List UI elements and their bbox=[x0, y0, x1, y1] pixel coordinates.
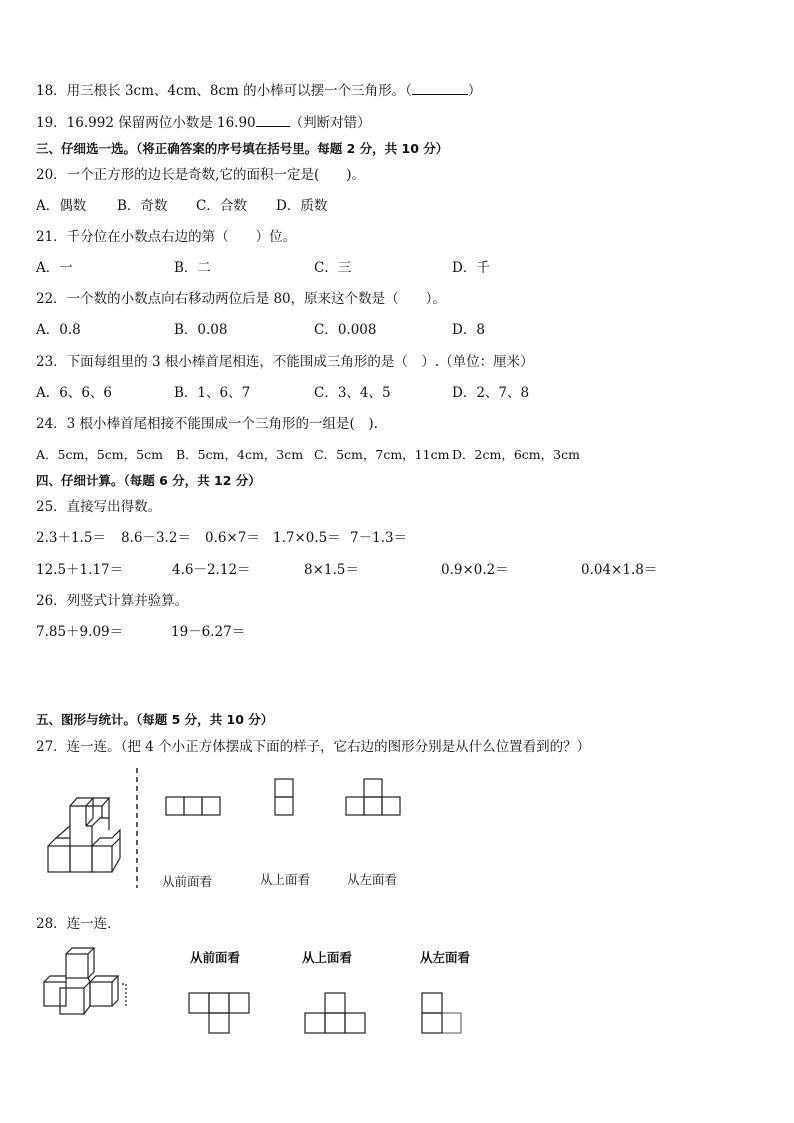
question-25-text: 25．直接写出得数。 bbox=[36, 499, 162, 515]
question-19: 19．16.992 保留两位小数是 16.90 （判断对错） bbox=[36, 115, 371, 131]
option-c[interactable]: C．5cm，7cm，11cm bbox=[314, 447, 450, 462]
option-b[interactable]: B．5cm，4cm，3cm bbox=[176, 447, 304, 462]
option-c[interactable]: C．0.008 bbox=[314, 322, 377, 338]
q28-cube-figure bbox=[40, 944, 132, 1018]
option-c[interactable]: C．三 bbox=[314, 260, 352, 276]
answer-blank[interactable] bbox=[256, 114, 290, 127]
q27-label-top: 从上面看 bbox=[260, 872, 311, 887]
question-27-text: 27．连一连。（把 4 个小正方体摆成下面的样子，它右边的图形分别是从什么位置看到的？） bbox=[36, 739, 591, 755]
calc-item: 1.7×0.5＝ bbox=[273, 530, 341, 546]
q27-label-front: 从前面看 bbox=[162, 874, 213, 889]
option-a[interactable]: A．偶数 bbox=[36, 198, 87, 214]
q28-view-2 bbox=[304, 992, 370, 1036]
question-24-text: 24．3 根小棒首尾相接不能围成一个三角形的一组是( ). bbox=[36, 416, 378, 432]
option-d[interactable]: D．8 bbox=[452, 322, 485, 338]
option-b[interactable]: B．1、6、7 bbox=[174, 385, 251, 401]
option-d[interactable]: D．2、7、8 bbox=[452, 385, 530, 401]
question-18-text: 18．用三根长 3cm、4cm、8cm 的小棒可以摆一个三角形。（ bbox=[36, 83, 412, 99]
question-26-text: 26．列竖式计算并验算。 bbox=[36, 593, 189, 609]
vertical-calc-item: 19－6.27＝ bbox=[171, 624, 246, 640]
section-4-heading: 四、仔细计算。（每题 6 分，共 12 分） bbox=[36, 473, 261, 488]
q27-label-left: 从左面看 bbox=[347, 872, 398, 887]
section-5-heading: 五、图形与统计。（每题 5 分，共 10 分） bbox=[36, 712, 274, 727]
option-a[interactable]: A．6、6、6 bbox=[36, 385, 113, 401]
question-18: 18．用三根长 3cm、4cm、8cm 的小棒可以摆一个三角形。（ ） bbox=[36, 83, 482, 99]
option-a[interactable]: A．0.8 bbox=[36, 322, 81, 338]
option-c[interactable]: C．3、4、5 bbox=[314, 385, 391, 401]
q27-view-2 bbox=[274, 778, 296, 818]
section-3-heading: 三、仔细选一选。（将正确答案的序号填在括号里。每题 2 分，共 10 分） bbox=[36, 141, 449, 156]
q28-view-3 bbox=[421, 992, 467, 1036]
option-b[interactable]: B．奇数 bbox=[117, 198, 168, 214]
q28-view-1 bbox=[188, 992, 254, 1036]
calc-item: 2.3＋1.5＝ bbox=[36, 530, 106, 546]
question-19-text: 19．16.992 保留两位小数是 16.90 bbox=[36, 115, 256, 131]
q27-view-1 bbox=[165, 796, 223, 818]
question-20-text: 20．一个正方形的边长是奇数,它的面积一定是( )。 bbox=[36, 167, 366, 183]
option-b[interactable]: B．0.08 bbox=[174, 322, 228, 338]
q27-view-3 bbox=[345, 778, 403, 818]
q27-cube-figure bbox=[40, 760, 140, 890]
calc-item: 8×1.5＝ bbox=[304, 562, 359, 578]
vertical-calc-item: 7.85＋9.09＝ bbox=[36, 624, 124, 640]
q28-label-left: 从左面看 bbox=[420, 950, 471, 965]
option-d[interactable]: D．千 bbox=[452, 260, 490, 276]
option-a[interactable]: A．一 bbox=[36, 260, 73, 276]
q28-label-front: 从前面看 bbox=[190, 950, 241, 965]
calc-item: 8.6－3.2＝ bbox=[121, 530, 191, 546]
calc-item: 0.9×0.2＝ bbox=[441, 562, 509, 578]
calc-item: 4.6－2.12＝ bbox=[172, 562, 251, 578]
calc-item: 12.5＋1.17＝ bbox=[36, 562, 124, 578]
question-22-text: 22．一个数的小数点向右移动两位后是 80，原来这个数是（ ）。 bbox=[36, 291, 446, 307]
q28-label-top: 从上面看 bbox=[302, 950, 353, 965]
option-d[interactable]: D．质数 bbox=[276, 198, 328, 214]
answer-blank[interactable] bbox=[412, 82, 468, 95]
question-28-text: 28．连一连． bbox=[36, 916, 121, 932]
option-d[interactable]: D．2cm，6cm，3cm bbox=[452, 447, 580, 462]
question-21-text: 21．千分位在小数点右边的第（ ）位。 bbox=[36, 229, 297, 245]
calc-item: 0.04×1.8＝ bbox=[581, 562, 658, 578]
calc-item: 0.6×7＝ bbox=[205, 530, 260, 546]
option-c[interactable]: C．合数 bbox=[196, 198, 247, 214]
calc-item: 7－1.3＝ bbox=[350, 530, 408, 546]
option-a[interactable]: A．5cm，5cm，5cm bbox=[36, 447, 163, 462]
question-23-text: 23．下面每组里的 3 根小棒首尾相连，不能围成三角形的是（ ）.（单位：厘米） bbox=[36, 354, 534, 370]
option-b[interactable]: B．二 bbox=[174, 260, 211, 276]
